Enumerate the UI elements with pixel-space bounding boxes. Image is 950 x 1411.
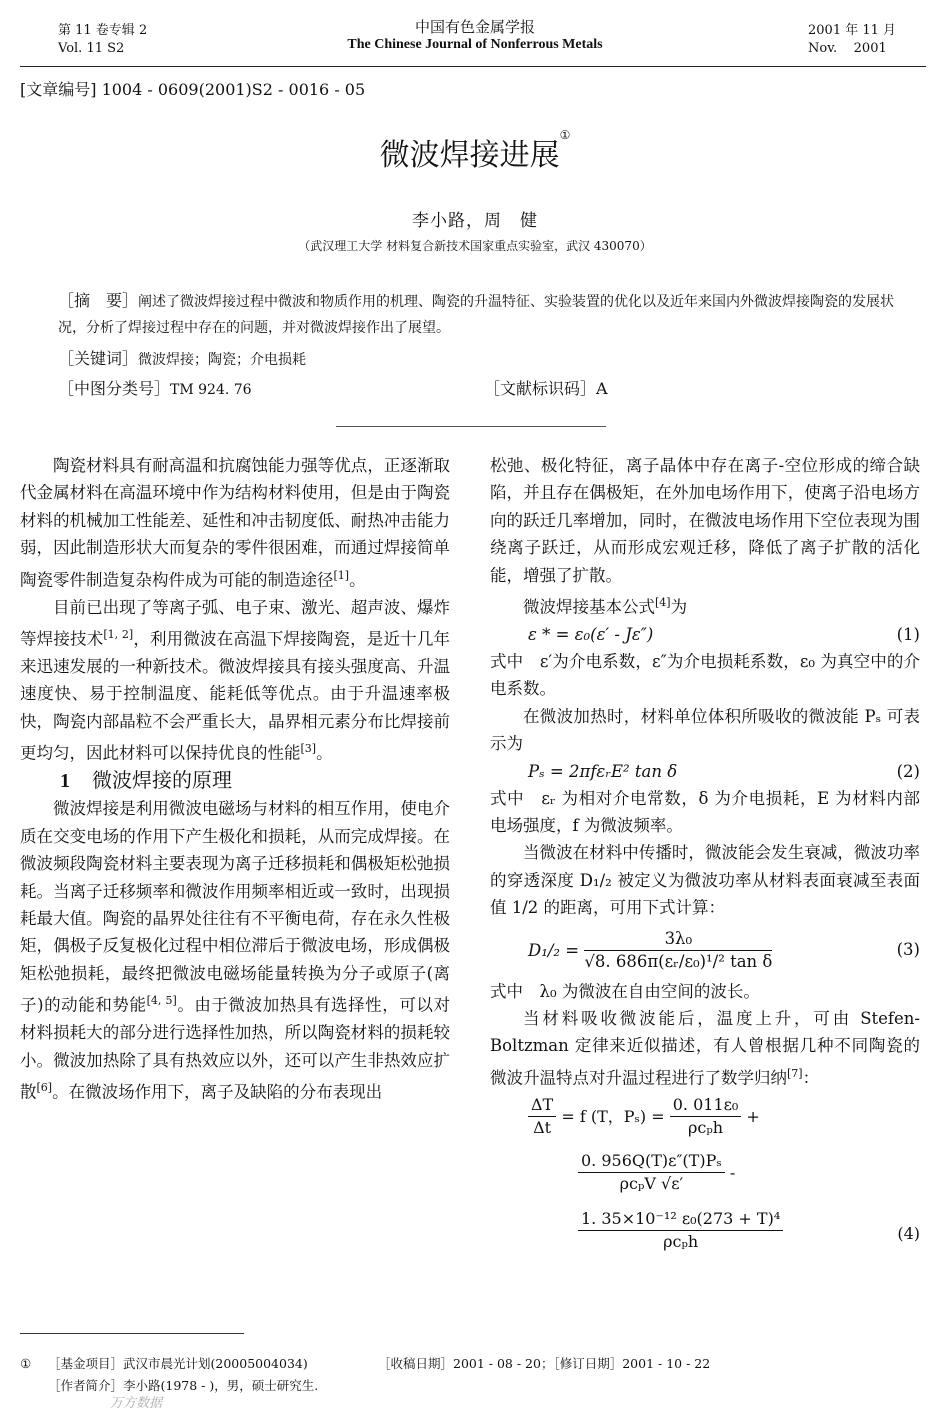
paragraph: 微波焊接是利用微波电磁场与材料的相互作用，使电介质在交变电场的作用下产生极化和损耗，从而完成焊接。在微波频段陶瓷材料主要表现为离子迁移损耗和偶极矩松弛损耗。当离子迁移频率和微波作用频率相近或一致时，出现损耗最大值。陶瓷的晶界处往往有不平衡电荷，存在永久性极矩，偶极子反复极化过程中相位滞后于微波电场，形成偶极矩松弛损耗，最终把微波电磁场能量转换为分子或原子(离子)的动能和势能[4, 5]。由于微波加热具有选择性，可以对材料损耗大的部分进行选择性加热，所以陶瓷材料的损耗较小。微波加热除了具有热效应以外，还可以产生非热效应扩散[6]。在微波场作用下，离子及缺陷的分布表现出 — [20, 799, 451, 1102]
paragraph: 在微波加热时，材料单位体积所吸收的微波能 Pₛ 可表示为 — [490, 706, 920, 754]
abstract-text: 阐述了微波焊接过程中微波和物质作用的机理、陶瓷的升温特征、实验装置的优化以及近年来国内外微波焊接陶瓷的发展状况，分析了焊接过程中存在的问题，并对微波焊接作出了展望。 — [58, 294, 895, 336]
footnote-mark: ① — [20, 1356, 32, 1371]
watermark: 万方数据 — [110, 1396, 163, 1411]
paragraph: 松弛、极化特征，离子晶体中存在离子-空位形成的缔合缺陷，并且存在偶极矩，在外加电场作用下，使离子沿电场方向的跃迁几率增加，同时，在微波电场作用下空位表现为围绕离子跃迁，从而形成宏观迁移，降低了离子扩散的活化能，增强了扩散。 — [490, 456, 920, 585]
footnote-rule — [20, 1333, 244, 1334]
title-note-mark: ① — [559, 128, 571, 142]
footnote-fund: ［基金项目］武汉市晨光计划(20005004034) — [48, 1356, 308, 1371]
header-rule — [20, 66, 926, 67]
header-journal: 中国有色金属学报 The Chinese Journal of Nonferrous Metals — [347, 18, 603, 52]
header-volume: 第 11 卷专辑 2 Vol. 11 S2 — [58, 23, 148, 56]
paragraph: 式中 εᵣ 为相对介电常数，δ 为介电损耗，E 为材料内部电场强度，f 为微波频率。 — [490, 788, 920, 835]
doc-code: ［文献标识码］A — [484, 379, 608, 398]
keywords: ［关键词］微波焊接；陶瓷；介电损耗 — [58, 349, 307, 368]
paragraph: 微波焊接基本公式[4]为 — [523, 596, 688, 617]
paragraph: 式中 λ₀ 为微波在自由空间的波长。 — [490, 981, 760, 1001]
equation-4: $\frac{\Delta T}{\Delta t}$ = f (T，Pₛ) = $\frac{\text{0. 011ε₀}}{\text{ρcₚh}}$ + $\frac{\text{0. 956Q(T)ε″(T)Pₛ}}{\text{ρcₚV √ε′}}$ - $\frac{\text{1. 35×10⁻¹² ε₀(273 + T)⁴}}{\text{ρcₚh}}$ (4) — [490, 1092, 920, 1262]
abstract — [58, 288, 898, 341]
header-date: 2001 年 11 月 Nov. 2001 — [808, 23, 897, 56]
abstract-rule — [336, 426, 606, 427]
affiliation: （武汉理工大学 材料复合新技术国家重点实验室，武汉 430070） — [298, 239, 652, 253]
footnote-author: ［作者简介］李小路(1978 - )，男，硕士研究生. — [48, 1378, 319, 1393]
authors: 李小路，周 健 — [412, 211, 538, 231]
paragraph: 目前已出现了等离子弧、电子束、激光、超声波、爆炸等焊接技术[1, 2]，利用微波在高温下焊接陶瓷，是近十几年来迅速发展的一种新技术。微波焊接具有接头强度高、升温速度快、易于控制温度、能耗低等优点。由于升温速率极快，陶瓷内部晶粒不会严重长大，晶界相元素分布比焊接前更均匀，因此材料可以保持优良的性能[3]。 — [20, 597, 451, 763]
paragraph: 式中 ε′为介电系数，ε″为介电损耗系数，ε₀ 为真空中的介电系数。 — [490, 651, 920, 699]
classification: ［中图分类号］TM 924. 76 — [58, 379, 252, 398]
left-column — [20, 452, 450, 1106]
footnote-dates: ［收稿日期］2001 - 08 - 20；［修订日期］2001 - 10 - 22 — [378, 1356, 711, 1371]
equation-2: Pₛ = 2πfεᵣE² tan δ (2) — [528, 761, 920, 781]
paragraph: 当材料吸收微波能后，温度上升，可由 Stefen-Boltzman 定律来近似描述，有人曾根据几种不同陶瓷的微波升温特点对升温过程进行了数学归纳[7]： — [490, 1009, 920, 1088]
paragraph: 陶瓷材料具有耐高温和抗腐蚀能力强等优点，正逐渐取代金属材料在高温环境中作为结构材料使用，但是由于陶瓷材料的机械加工性能差、延性和冲击韧度低、耐热冲击能力弱，因此制造形状大而复杂的零件很困难，而通过焊接简单陶瓷零件制造复杂构件成为可能的制造途径[1]。 — [20, 456, 450, 590]
paragraph: 当微波在材料中传播时，微波能会发生衰减，微波功率的穿透深度 D₁/₂ 被定义为微波功率从材料表面衰减至表面值 1/2 的距离，可用下式计算： — [490, 843, 920, 918]
equation-3: D₁/₂ = $\frac{\text{3λ₀}}{\text{√8. 686π(εᵣ/ε₀)¹/² tan δ}}$ (3) — [528, 928, 920, 971]
page-title: 微波焊接进展① — [379, 128, 571, 173]
right-column — [490, 452, 920, 1262]
article-number: [文章编号] 1004 - 0609(2001)S2 - 0016 - 05 — [20, 80, 366, 99]
equation-1: ε * = ε₀(ε′ - Jε″) (1) — [528, 624, 920, 644]
abstract-label: ［摘 要］ — [58, 291, 139, 310]
section-heading: 1 微波焊接的原理 — [60, 767, 232, 792]
